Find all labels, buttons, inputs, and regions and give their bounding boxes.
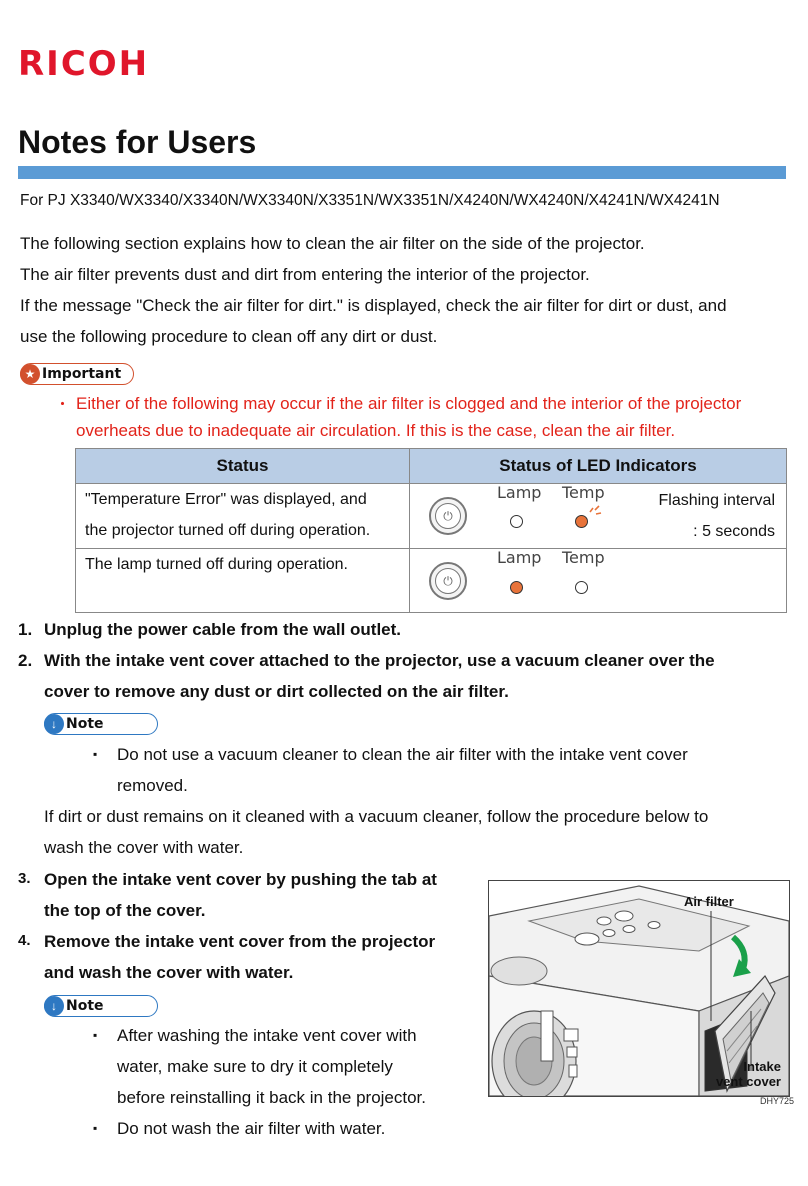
- note-text: [117, 1113, 385, 1144]
- header-status: Status: [76, 449, 410, 484]
- intro-line: use the following procedure to clean off any dirt or dust.: [20, 327, 438, 346]
- star-icon: ★: [20, 364, 40, 384]
- status-line: "Temperature Error" was displayed, and: [85, 491, 367, 508]
- note-line: before reinstalling it back in the projector.: [117, 1088, 427, 1107]
- intake-vent-cover-label: [716, 1059, 781, 1089]
- lamp-label: Lamp: [497, 548, 542, 567]
- important-bullet: ・: [54, 395, 71, 414]
- step-number: 2.: [18, 651, 33, 670]
- lamp-led-on-icon: [510, 581, 523, 594]
- page-title: Notes for Users: [18, 124, 257, 160]
- note-bullet: ▪: [93, 1121, 98, 1135]
- ricoh-logo: RICOH: [18, 44, 150, 84]
- status-line: the projector turned off during operation.: [85, 522, 371, 539]
- model-list: For PJ X3340/WX3340/X3340N/WX3340N/X3351N/WX3351N/X4240N/WX4240N/X4241N/WX4241N: [20, 192, 720, 209]
- step-text: [44, 645, 715, 707]
- important-line: Either of the following may occur if the air filter is clogged and the interior of the projector: [76, 394, 742, 413]
- note-line: water, make sure to dry it completely: [117, 1057, 393, 1076]
- note-line: After washing the intake vent cover with: [117, 1026, 417, 1045]
- note-badge: [44, 995, 158, 1017]
- led-cell: [410, 484, 787, 549]
- led-cell: [410, 549, 787, 613]
- paragraph-line: If dirt or dust remains on it cleaned with a vacuum cleaner, follow the procedure below to: [44, 807, 709, 826]
- flashing-rays-icon: [587, 503, 603, 519]
- figure-code: DHY725: [760, 1096, 795, 1106]
- important-line: overheats due to inadequate air circulation. If this is the case, clean the air filter.: [76, 421, 676, 440]
- power-button-icon: ⏻: [429, 562, 467, 600]
- note-label: Note: [66, 998, 104, 1014]
- step-line: With the intake vent cover attached to the projector, use a vacuum cleaner over the: [44, 651, 715, 670]
- note-line: removed.: [117, 776, 188, 795]
- interval-line: : 5 seconds: [693, 523, 775, 540]
- title-rule: [18, 166, 786, 179]
- step-line: Remove the intake vent cover from the projector: [44, 932, 436, 951]
- status-cell: [76, 484, 410, 549]
- important-badge: [20, 363, 134, 385]
- intake-label-line: Intake: [743, 1059, 781, 1074]
- note-text: [117, 739, 688, 801]
- table-row: [76, 549, 787, 613]
- lamp-label: Lamp: [497, 483, 542, 502]
- important-text: [76, 390, 741, 444]
- header-led: Status of LED Indicators: [410, 449, 787, 484]
- step-text: [44, 614, 401, 645]
- step-number: 4.: [18, 932, 31, 949]
- step-line: Open the intake vent cover by pushing the tab at: [44, 870, 437, 889]
- arrow-down-icon: ↓: [44, 714, 64, 734]
- temp-label: Temp: [562, 483, 605, 502]
- note-label: Note: [66, 716, 104, 732]
- flashing-interval: [659, 485, 776, 547]
- table-row: [76, 484, 787, 549]
- status-line: The lamp turned off during operation.: [85, 556, 348, 573]
- intake-label-line: vent cover: [715, 1074, 781, 1089]
- interval-line: Flashing interval: [658, 492, 775, 509]
- important-label: Important: [42, 366, 122, 382]
- temp-led-off-icon: [575, 581, 588, 594]
- paragraph: [44, 801, 708, 863]
- step-text: [44, 926, 435, 988]
- power-button-icon: ⏻: [429, 497, 467, 535]
- step-number: 1.: [18, 620, 33, 639]
- step-line: and wash the cover with water.: [44, 963, 294, 982]
- note-bullet: ▪: [93, 1028, 98, 1042]
- intro-line: The air filter prevents dust and dirt from entering the interior of the projector.: [20, 265, 590, 284]
- arrow-down-icon: ↓: [44, 996, 64, 1016]
- lamp-led-off-icon: [510, 515, 523, 528]
- status-cell: [76, 549, 410, 613]
- step-text: [44, 864, 437, 926]
- step-line: cover to remove any dust or dirt collected on the air filter.: [44, 682, 509, 701]
- air-filter-label: Air filter: [684, 894, 734, 909]
- led-status-table: [75, 448, 787, 613]
- note-bullet: ▪: [93, 747, 98, 761]
- intro-line: The following section explains how to clean the air filter on the side of the projector.: [20, 234, 645, 253]
- note-text: [117, 1020, 426, 1113]
- note-badge: [44, 713, 158, 735]
- note-line: Do not wash the air filter with water.: [117, 1119, 386, 1138]
- intro-line: If the message "Check the air filter for dirt." is displayed, check the air filter for dirt or dust, and: [20, 296, 727, 315]
- note-line: Do not use a vacuum cleaner to clean the air filter with the intake vent cover: [117, 745, 688, 764]
- step-number: 3.: [18, 870, 31, 887]
- paragraph-line: wash the cover with water.: [44, 838, 244, 857]
- step-line: Unplug the power cable from the wall outlet.: [44, 620, 402, 639]
- step-line: the top of the cover.: [44, 901, 206, 920]
- projector-illustration: [488, 880, 790, 1097]
- temp-label: Temp: [562, 548, 605, 567]
